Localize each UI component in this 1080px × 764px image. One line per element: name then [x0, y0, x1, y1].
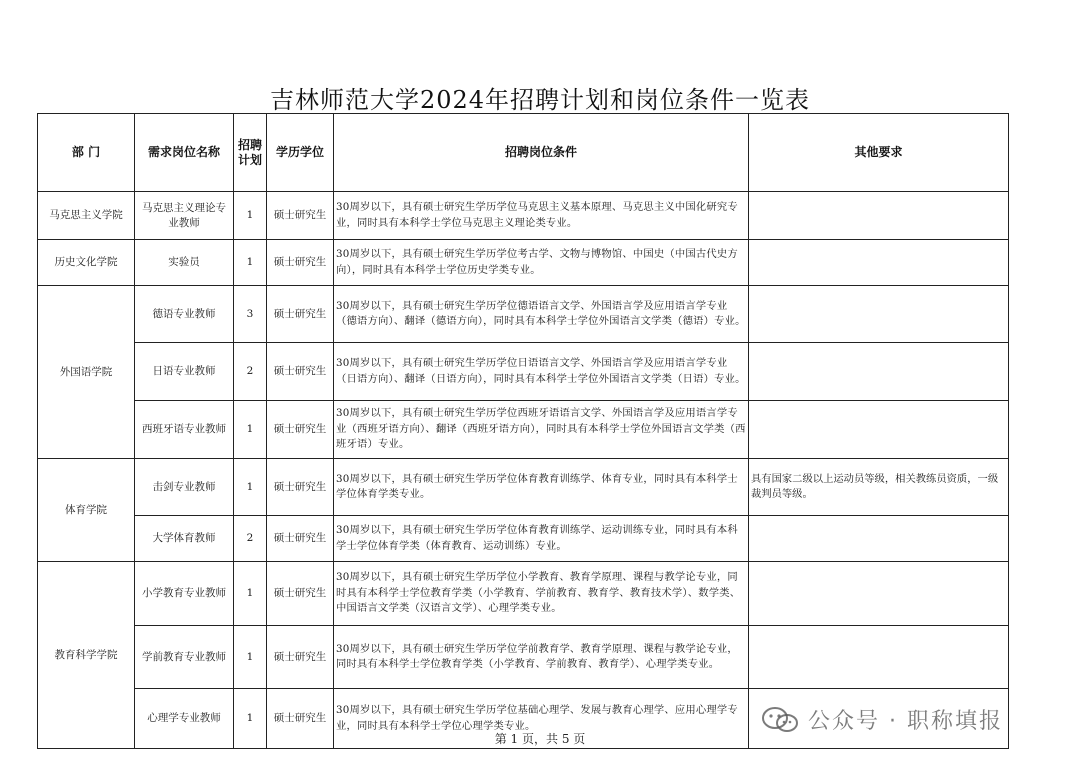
degree-cell: 硕士研究生: [267, 401, 334, 459]
position-cell: 大学体育教师: [135, 516, 234, 562]
watermark-text: 公众号 · 职称填报: [808, 709, 1003, 734]
table-row: [38, 459, 1009, 516]
page-title: 吉林师范大学2024年招聘计划和岗位条件一览表: [269, 86, 811, 114]
degree-cell: 硕士研究生: [267, 516, 334, 562]
quota-cell: 2: [234, 516, 267, 562]
department-cell: 体育学院: [38, 459, 135, 562]
other-cell: 具有国家二级以上运动员等级，相关教练员资质，一级裁判员等级。: [749, 459, 1009, 516]
conditions-cell: 30周岁以下，具有硕士研究生学历学位德语语言文学、外国语言学及应用语言学专业（德语方向）、翻译（德语方向），同时具有本科学士学位外国语言文学类（德语）专业。: [334, 286, 749, 343]
position-cell: 德语专业教师: [135, 286, 234, 343]
header-degree: 学历学位: [267, 114, 334, 192]
conditions-cell: 30周岁以下，具有硕士研究生学历学位基础心理学、发展与教育心理学、应用心理学专业，同时具有本科学士学位心理学类专业。: [334, 689, 749, 749]
table-row: [38, 286, 1009, 343]
header-other: 其他要求: [749, 114, 1009, 192]
degree-cell: 硕士研究生: [267, 343, 334, 401]
wechat-icon: [760, 705, 800, 735]
page-footer: 第 1 页，共 5 页: [494, 732, 586, 746]
table-row: [38, 343, 1009, 401]
other-cell: [749, 286, 1009, 343]
degree-cell: 硕士研究生: [267, 626, 334, 689]
table-row: [38, 562, 1009, 626]
conditions-cell: 30周岁以下，具有硕士研究生学历学位体育教育训练学、体育专业，同时具有本科学士学位体育学类专业。: [334, 459, 749, 516]
table-row: [38, 401, 1009, 459]
quota-cell: 1: [234, 240, 267, 286]
conditions-cell: 30周岁以下，具有硕士研究生学历学位西班牙语语言文学、外国语言学及应用语言学专业（西班牙语方向）、翻译（西班牙语方向），同时具有本科学士学位外国语言文学类（西班牙语）专业。: [334, 401, 749, 459]
quota-cell: 1: [234, 459, 267, 516]
header-position: 需求岗位名称: [135, 114, 234, 192]
quota-cell: 3: [234, 286, 267, 343]
conditions-cell: 30周岁以下，具有硕士研究生学历学位小学教育、教育学原理、课程与教学论专业，同时具有本科学士学位教育学类（小学教育、学前教育、教育学、教育技术学）、数学类、中国语言文学类（汉语言文学）、心理学类专业。: [334, 562, 749, 626]
table-row: [38, 240, 1009, 286]
header-dept: 部 门: [38, 114, 135, 192]
header-quota: 招聘计划: [234, 114, 267, 192]
position-cell: 西班牙语专业教师: [135, 401, 234, 459]
degree-cell: 硕士研究生: [267, 192, 334, 240]
other-cell: [749, 192, 1009, 240]
other-cell: [749, 562, 1009, 626]
table-row: [38, 516, 1009, 562]
degree-cell: 硕士研究生: [267, 459, 334, 516]
other-cell: [749, 343, 1009, 401]
conditions-cell: 30周岁以下，具有硕士研究生学历学位学前教育学、教育学原理、课程与教学论专业，同时具有本科学士学位教育学类（小学教育、学前教育、教育学）、心理学类专业。: [334, 626, 749, 689]
department-cell: 历史文化学院: [38, 240, 135, 286]
quota-cell: 2: [234, 343, 267, 401]
conditions-cell: 30周岁以下，具有硕士研究生学历学位考古学、文物与博物馆、中国史（中国古代史方向），同时具有本科学士学位历史学类专业。: [334, 240, 749, 286]
quota-cell: 1: [234, 562, 267, 626]
table-row: [38, 626, 1009, 689]
department-cell: 外国语学院: [38, 286, 135, 459]
quota-cell: 1: [234, 626, 267, 689]
other-cell: [749, 240, 1009, 286]
position-cell: 实验员: [135, 240, 234, 286]
position-cell: 击剑专业教师: [135, 459, 234, 516]
watermark: [760, 704, 1003, 735]
conditions-cell: 30周岁以下，具有硕士研究生学历学位体育教育训练学、运动训练专业，同时具有本科学士学位体育学类（体育教育、运动训练）专业。: [334, 516, 749, 562]
other-cell: [749, 516, 1009, 562]
other-cell: [749, 401, 1009, 459]
conditions-cell: 30周岁以下，具有硕士研究生学历学位日语语言文学、外国语言学及应用语言学专业（日语方向）、翻译（日语方向），同时具有本科学士学位外国语言文学类（日语）专业。: [334, 343, 749, 401]
quota-cell: 1: [234, 689, 267, 749]
position-cell: 心理学专业教师: [135, 689, 234, 749]
table-row: [38, 192, 1009, 240]
position-cell: 小学教育专业教师: [135, 562, 234, 626]
other-cell: [749, 626, 1009, 689]
conditions-cell: 30周岁以下，具有硕士研究生学历学位马克思主义基本原理、马克思主义中国化研究专业，同时具有本科学士学位马克思主义理论类专业。: [334, 192, 749, 240]
department-cell: 马克思主义学院: [38, 192, 135, 240]
degree-cell: 硕士研究生: [267, 286, 334, 343]
degree-cell: 硕士研究生: [267, 689, 334, 749]
position-cell: 马克思主义理论专业教师: [135, 192, 234, 240]
degree-cell: 硕士研究生: [267, 240, 334, 286]
department-cell: 教育科学学院: [38, 562, 135, 749]
degree-cell: 硕士研究生: [267, 562, 334, 626]
quota-cell: 1: [234, 192, 267, 240]
header-row: [38, 114, 1009, 192]
header-conditions: 招聘岗位条件: [334, 114, 749, 192]
quota-cell: 1: [234, 401, 267, 459]
position-cell: 日语专业教师: [135, 343, 234, 401]
recruitment-table: [37, 113, 1009, 749]
position-cell: 学前教育专业教师: [135, 626, 234, 689]
